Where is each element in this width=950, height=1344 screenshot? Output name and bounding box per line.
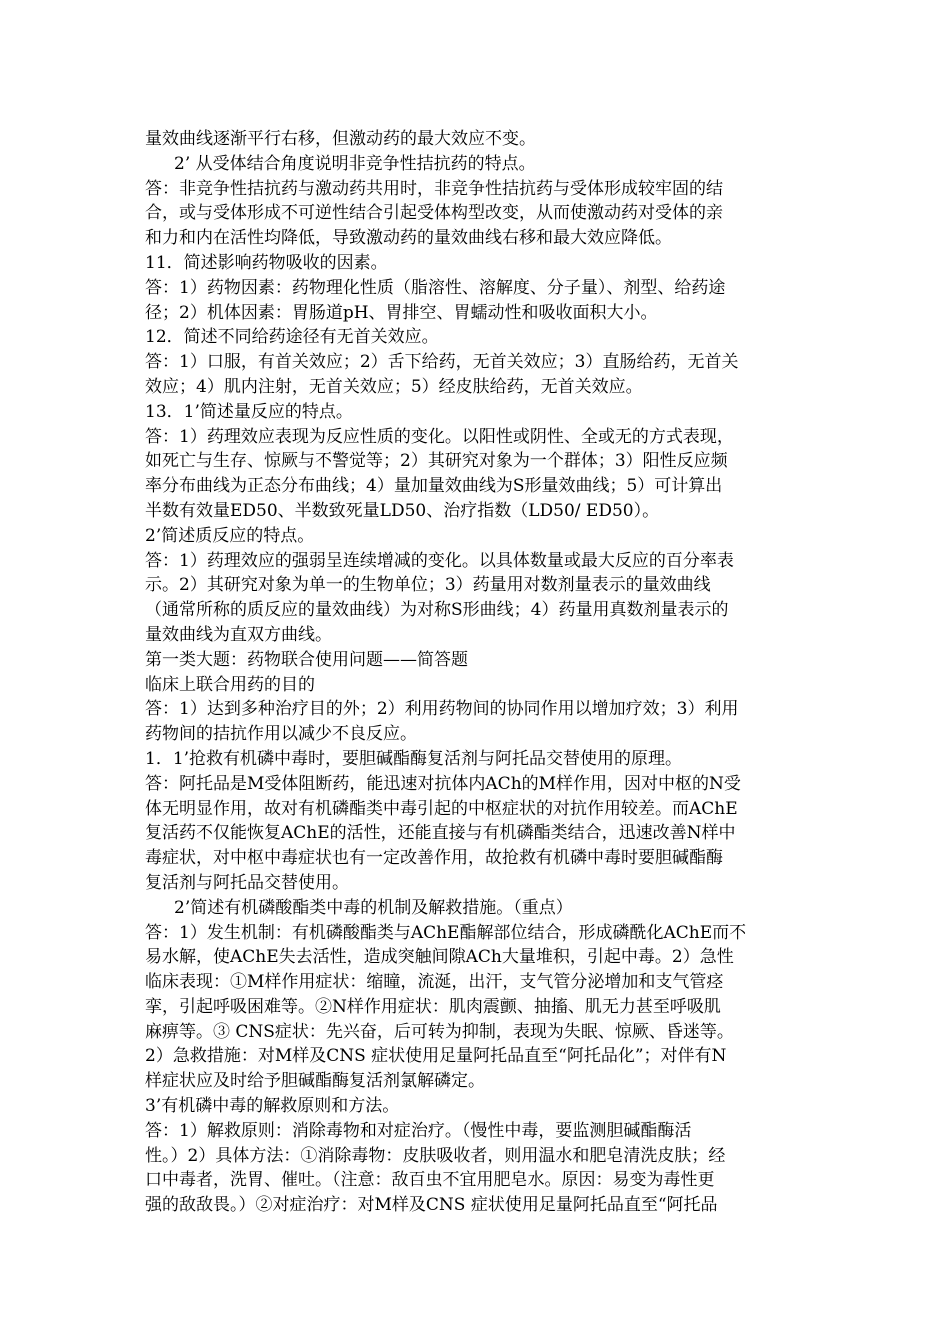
text-line: 答：1）药理效应表现为反应性质的变化。以阳性或阴性、全或无的方式表现， (145, 426, 734, 447)
text-line: 答：1）药理效应的强弱呈连续增减的变化。以具体数量或最大反应的百分率表 (145, 550, 734, 571)
text-line: 药物间的拮抗作用以减少不良反应。 (145, 724, 417, 745)
question-heading: 11．简述影响药物吸收的因素。 (145, 252, 388, 273)
text-line: 挛，引起呼吸困难等。②N样作用症状：肌肉震颤、抽搐、肌无力甚至呼吸肌 (145, 996, 721, 1017)
text-line: 样症状应及时给予胆碱酯酶复活剂氯解磷定。 (145, 1071, 485, 1092)
text-line: 体无明显作用，故对有机磷酯类中毒引起的中枢症状的对抗作用较差。而AChE (145, 798, 738, 819)
question-heading: 2’简述质反应的特点。 (145, 525, 315, 546)
text-line: 如死亡与生存、惊厥与不警觉等；2）其研究对象为一个群体；3）阳性反应频 (145, 451, 728, 472)
text-line: 2）急救措施：对M样及CNS 症状使用足量阿托品直至“阿托品化”；对伴有N (145, 1046, 727, 1067)
text-line: 麻痹等。③ CNS症状：先兴奋，后可转为抑制，表现为失眠、惊厥、昏迷等。 (145, 1021, 734, 1042)
text-line: 毒症状，对中枢中毒症状也有一定改善作用，故抢救有机磷中毒时要胆碱酯酶 (145, 848, 723, 869)
question-heading: 临床上联合用药的目的 (145, 674, 315, 695)
text-line: 临床表现：①M样作用症状：缩瞳，流涎，出汗，支气管分泌增加和支气管痉 (145, 972, 724, 993)
text-line: 强的敌敌畏。）②对症治疗：对M样及CNS 症状使用足量阿托品直至“阿托品 (145, 1195, 718, 1216)
text-line: 合，或与受体形成不可逆性结合引起受体构型改变，从而使激动药对受体的亲 (145, 203, 723, 224)
text-line: 答：1）口服，有首关效应；2）舌下给药，无首关效应；3）直肠给药，无首关 (145, 352, 739, 373)
text-line: 效应；4）肌内注射，无首关效应；5）经皮肤给药，无首关效应。 (145, 376, 643, 397)
question-heading: 1．1’抢救有机磷中毒时，要胆碱酯酶复活剂与阿托品交替使用的原理。 (145, 748, 683, 769)
text-line: 复活剂与阿托品交替使用。 (145, 872, 349, 893)
text-line: 量效曲线为直双方曲线。 (145, 624, 332, 645)
text-line: 答：1）达到多种治疗目的外；2）利用药物间的协同作用以增加疗效；3）利用 (145, 699, 739, 720)
text-line: 性。）2）具体方法：①消除毒物：皮肤吸收者，则用温水和肥皂清洗皮肤；经 (145, 1145, 726, 1166)
text-line: 径；2）机体因素：胃肠道pH、胃排空、胃蠕动性和吸收面积大小。 (145, 302, 658, 323)
text-line: 半数有效量ED50、半数致死量LD50、治疗指数（LD50/ ED50）。 (145, 500, 660, 521)
text-line: 示。2）其研究对象为单一的生物单位；3）药量用对数剂量表示的量效曲线 (145, 575, 711, 596)
question-heading: 3’有机磷中毒的解救原则和方法。 (145, 1096, 400, 1117)
text-line: 答：1）发生机制：有机磷酸酯类与AChE酯解部位结合，形成磷酰化AChE而不 (145, 922, 747, 943)
text-line: 量效曲线逐渐平行右移，但激动药的最大效应不变。 (145, 129, 536, 149)
text-line: （通常所称的质反应的量效曲线）为对称S形曲线；4）药量用真数剂量表示的 (145, 600, 729, 621)
question-heading: 12．简述不同给药途径有无首关效应。 (145, 327, 439, 348)
question-heading: 13．1’简述量反应的特点。 (145, 401, 353, 422)
text-line: 口中毒者，洗胃、催吐。（注意：敌百虫不宜用肥皂水。原因：易变为毒性更 (145, 1170, 715, 1191)
text-line: 和力和内在活性均降低，导致激动药的量效曲线右移和最大效应降低。 (145, 228, 672, 249)
text-line: 易水解，使AChE失去活性，造成突触间隙ACh大量堆积，引起中毒。2）急性 (145, 947, 734, 968)
document-page (145, 127, 815, 1218)
text-line: 答：1）药物因素：药物理化性质（脂溶性、溶解度、分子量）、剂型、给药途 (145, 277, 726, 298)
text-line: 复活药不仅能恢复AChE的活性，还能直接与有机磷酯类结合，迅速改善N样中 (145, 823, 736, 844)
question-heading: 2’ 从受体结合角度说明非竞争性拮抗药的特点。 (174, 153, 536, 174)
question-heading: 2’简述有机磷酸酯类中毒的机制及解救措施。（重点） (174, 897, 573, 918)
section-heading: 第一类大题：药物联合使用问题——简答题 (145, 649, 468, 670)
text-line: 答：阿托品是M受体阻断药，能迅速对抗体内ACh的M样作用，因对中枢的N受 (145, 773, 741, 794)
text-line: 答：1）解救原则：消除毒物和对症治疗。（慢性中毒，要监测胆碱酯酶活 (145, 1120, 692, 1141)
text-line: 答：非竞争性拮抗药与激动药共用时，非竞争性拮抗药与受体形成较牢固的结 (145, 178, 723, 199)
text-line: 率分布曲线为正态分布曲线；4）量加量效曲线为S形量效曲线；5）可计算出 (145, 476, 723, 497)
